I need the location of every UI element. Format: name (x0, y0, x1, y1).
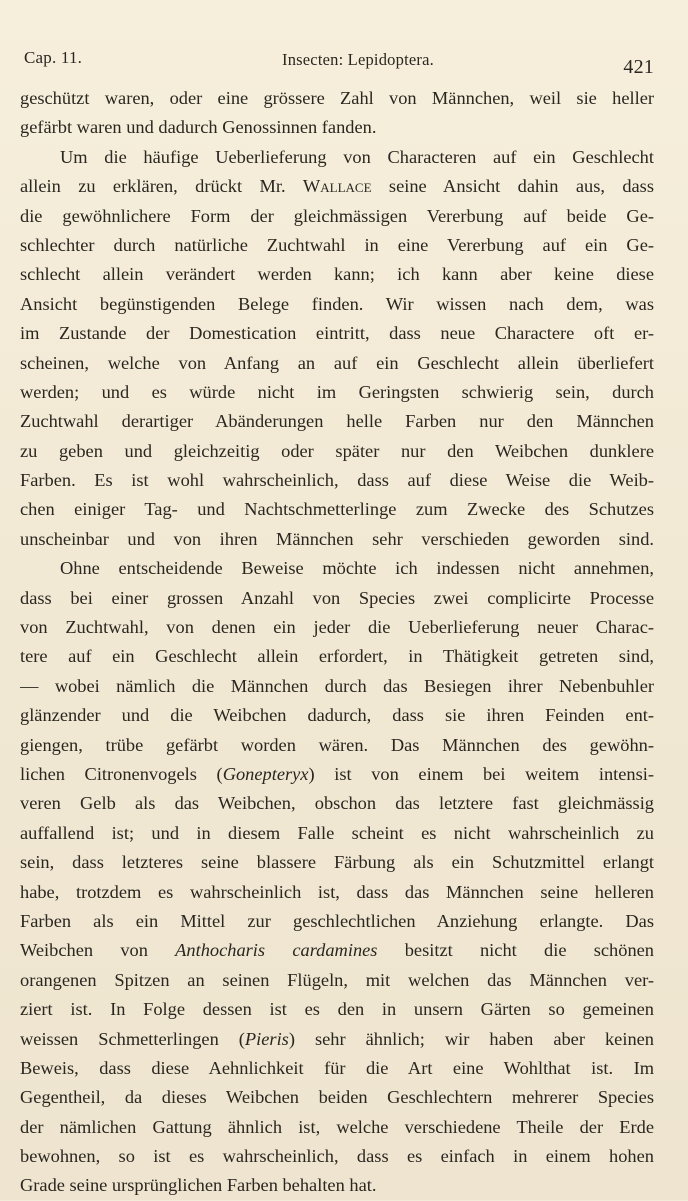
text-line (20, 202, 654, 231)
text-run: unscheinbar und von ihren Männchen sehr verschieden geworden sind. (20, 528, 654, 549)
text-line (20, 113, 654, 142)
text-run: die gewöhnlichere Form der gleichmässigen Vererbung auf beide Ge- (20, 205, 654, 226)
text-line (20, 525, 654, 554)
text-line (20, 936, 654, 965)
text-line (20, 1113, 654, 1142)
text-run: seine Ansicht dahin aus, dass (371, 176, 654, 197)
text-run: veren Gelb als das Weibchen, obschon das letztere fast gleichmässig (20, 793, 654, 814)
text-run: Um die häufige Ueberlieferung von Characteren auf ein Geschlecht (60, 146, 654, 167)
text-run: zu geben und gleichzeitig oder später nur den Weibchen dunklere (20, 440, 654, 461)
text-run: gefärbt waren und dadurch Genossinnen fanden. (20, 117, 377, 138)
text-line (20, 1054, 654, 1083)
text-line (20, 642, 654, 671)
text-run: Farben. Es ist wohl wahrscheinlich, dass auf diese Weise die Weib- (20, 470, 654, 491)
text-line (20, 1025, 654, 1054)
text-line (20, 672, 654, 701)
chapter-label: Cap. 11. (24, 48, 83, 67)
author-name: Wallace (302, 176, 372, 197)
text-line (20, 84, 654, 113)
text-line (20, 995, 654, 1024)
text-line (20, 819, 654, 848)
text-run: Gegentheil, da dieses Weibchen beiden Geschlechtern mehrerer Species (20, 1087, 654, 1108)
section-title: Insecten: Lepidoptera. (282, 50, 434, 69)
text-run: giengen, trübe gefärbt worden wären. Das Männchen des gewöhn- (20, 734, 654, 755)
text-line (20, 613, 654, 642)
text-run: sein, dass letzteres seine blassere Färbung als ein Schutzmittel erlangt (20, 852, 654, 873)
running-head (20, 44, 654, 84)
text-line (20, 349, 654, 378)
text-line (20, 407, 654, 436)
text-line (20, 731, 654, 760)
text-line (20, 172, 654, 201)
text-line (20, 1083, 654, 1112)
text-line (20, 1171, 654, 1200)
text-line (20, 231, 654, 260)
text-run: ziert ist. In Folge dessen ist es den in unsern Gärten so gemeinen (20, 999, 654, 1020)
text-run: schlecht allein verändert werden kann; ich kann aber keine diese (20, 264, 654, 285)
text-line (20, 143, 654, 172)
text-line (20, 378, 654, 407)
text-run: auffallend ist; und in diesem Falle scheint es nicht wahrscheinlich zu (20, 822, 654, 843)
text-line (20, 495, 654, 524)
text-run: Grade seine ursprünglichen Farben behalten hat. (20, 1175, 377, 1196)
text-run: allein zu erklären, drückt Mr. (20, 176, 303, 197)
text-run: scheinen, welche von Anfang an auf ein Geschlecht allein überliefert (20, 352, 654, 373)
text-run: dass bei einer grossen Anzahl von Species zwei complicirte Processe (20, 587, 654, 608)
text-run: schlechter durch natürliche Zuchtwahl in eine Vererbung auf ein Ge- (20, 234, 654, 255)
text-run: chen einiger Tag- und Nachtschmetterlinge zum Zwecke des Schutzes (20, 499, 654, 520)
text-run: Ohne entscheidende Beweise möchte ich indessen nicht annehmen, (60, 558, 654, 579)
italic-term: Anthocharis cardamines (175, 940, 378, 961)
text-run: im Zustande der Domestication eintritt, dass neue Charactere oft er- (20, 323, 654, 344)
text-run: bewohnen, so ist es wahrscheinlich, dass es einfach in einem hohen (20, 1146, 654, 1167)
text-line (20, 584, 654, 613)
text-run: — wobei nämlich die Männchen durch das Besiegen ihrer Nebenbuhler (20, 675, 654, 696)
text-line (20, 260, 654, 289)
text-line (20, 437, 654, 466)
text-run: geschützt waren, oder eine grössere Zahl von Männchen, weil sie heller (20, 88, 654, 108)
text-run: ) sehr ähnlich; wir haben aber keinen (288, 1028, 654, 1049)
text-line (20, 878, 654, 907)
text-line (20, 466, 654, 495)
text-run: ) ist von einem bei weitem intensi- (308, 763, 654, 784)
text-line (20, 554, 654, 583)
text-run: Weibchen von (20, 940, 176, 961)
text-run: weissen Schmetterlingen ( (20, 1028, 245, 1049)
text-run: habe, trotzdem es wahrscheinlich ist, dass das Männchen seine helleren (20, 881, 654, 902)
text-run: Beweis, dass diese Aehnlichkeit für die Art eine Wohlthat ist. Im (20, 1057, 654, 1078)
page-number: 421 (623, 56, 654, 78)
text-run: tere auf ein Geschlecht allein erfordert, in Thätigkeit getreten sind, (20, 646, 654, 667)
italic-term: Gonepteryx (222, 763, 309, 784)
text-run: werden; und es würde nicht im Geringsten schwierig sein, durch (20, 381, 654, 402)
text-line (20, 290, 654, 319)
text-line (20, 907, 654, 936)
text-run: Farben als ein Mittel zur geschlechtlichen Anziehung erlangte. Das (20, 910, 654, 931)
text-run: lichen Citronenvogels ( (20, 763, 223, 784)
text-line (20, 848, 654, 877)
text-run: Ansicht begünstigenden Belege finden. Wir wissen nach dem, was (20, 293, 654, 314)
text-run: besitzt nicht die schönen (377, 940, 654, 961)
text-run: von Zuchtwahl, von denen ein jeder die Ueberlieferung neuer Charac- (20, 617, 654, 638)
text-line (20, 701, 654, 730)
body-text (20, 84, 654, 1201)
text-run: glänzender und die Weibchen dadurch, dass sie ihren Feinden ent- (20, 705, 654, 726)
text-run: orangenen Spitzen an seinen Flügeln, mit welchen das Männchen ver- (20, 969, 654, 990)
text-line (20, 1142, 654, 1171)
text-line (20, 966, 654, 995)
text-line (20, 319, 654, 348)
text-line (20, 789, 654, 818)
italic-term: Pieris (244, 1028, 289, 1049)
text-run: Zuchtwahl derartiger Abänderungen helle Farben nur den Männchen (20, 411, 654, 432)
text-line (20, 760, 654, 789)
text-run: der nämlichen Gattung ähnlich ist, welche verschiedene Theile der Erde (20, 1116, 654, 1137)
